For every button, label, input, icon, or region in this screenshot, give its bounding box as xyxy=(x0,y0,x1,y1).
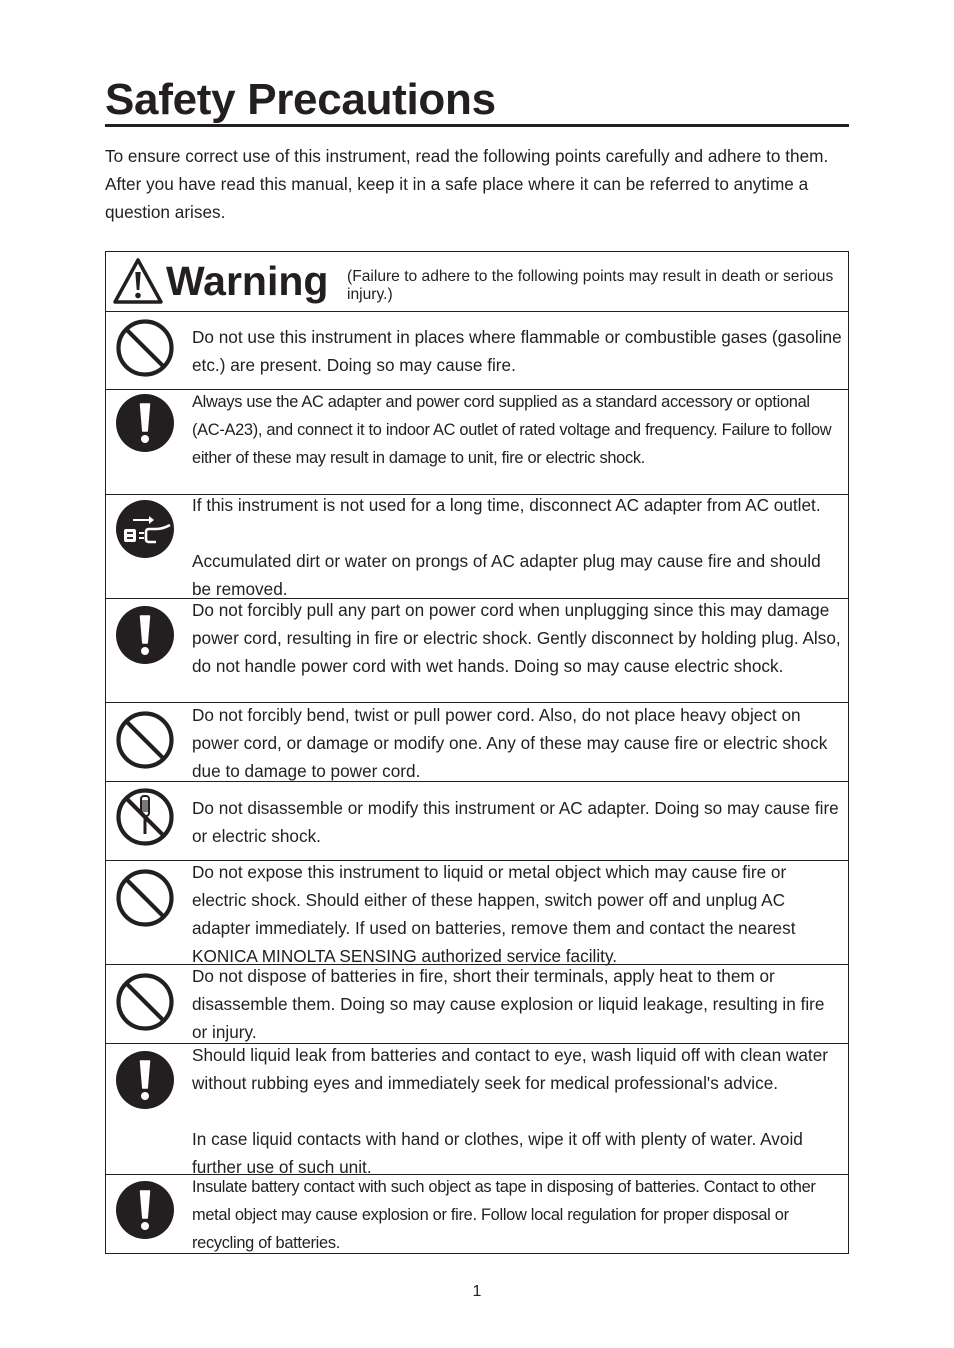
mandatory-exclamation-icon xyxy=(115,605,175,665)
no-disassembly-icon xyxy=(115,787,175,847)
warning-item xyxy=(106,782,848,861)
warning-item xyxy=(106,861,848,965)
warning-item-text-2: In case liquid contacts with hand or clothes, wipe it off with plenty of water. Avoid further use of such unit. xyxy=(192,1129,803,1177)
warning-note: (Failure to adhere to the following points may result in death or serious injury.) xyxy=(347,268,834,303)
warning-heading: Warning xyxy=(166,258,329,304)
warning-item xyxy=(106,390,848,495)
unplug-icon xyxy=(115,499,175,559)
warning-item xyxy=(106,312,848,390)
warning-item xyxy=(106,965,848,1044)
prohibition-icon xyxy=(115,868,175,928)
warning-item-text: Do not forcibly pull any part on power cord when unplugging since this may damage power cord, resulting in fire or electric shock. Gently disconnect by holding plug. Also, do not handle power cord with wet hands. Doing so may cause electric shock. xyxy=(192,600,841,676)
mandatory-exclamation-icon xyxy=(115,1050,175,1110)
warning-item-text: If this instrument is not used for a long time, disconnect AC adapter from AC outlet. xyxy=(192,495,821,515)
warning-triangle-icon xyxy=(112,257,164,305)
warning-item xyxy=(106,599,848,703)
warning-item-text: Do not disassemble or modify this instrument or AC adapter. Doing so may cause fire or electric shock. xyxy=(192,798,839,846)
warning-item xyxy=(106,495,848,599)
warning-item xyxy=(106,703,848,782)
warning-header xyxy=(106,252,848,312)
warning-item xyxy=(106,1044,848,1175)
prohibition-icon xyxy=(115,710,175,770)
warning-item-text: Insulate battery contact with such object as tape in disposing of batteries. Contact to other metal object may cause explosion or fire. Follow local regulation for proper disposal or recycling of batteries. xyxy=(192,1178,816,1252)
warning-item xyxy=(106,1175,848,1253)
mandatory-exclamation-icon xyxy=(115,393,175,453)
prohibition-icon xyxy=(115,972,175,1032)
warning-item-text-2: Accumulated dirt or water on prongs of AC adapter plug may cause fire and should be removed. xyxy=(192,551,821,599)
title-underline xyxy=(105,124,849,127)
warning-box xyxy=(105,251,849,1254)
warning-item-text: Do not dispose of batteries in fire, short their terminals, apply heat to them or disassemble them. Doing so may cause explosion or liquid leakage, resulting in fire or injury. xyxy=(192,966,825,1042)
intro-paragraph: To ensure correct use of this instrument, read the following points carefully and adhere to them. After you have read this manual, keep it in a safe place where it can be referred to anytime a question arises. xyxy=(105,146,829,222)
prohibition-icon xyxy=(115,318,175,378)
page-title: Safety Precautions xyxy=(105,75,496,124)
page-number: 1 xyxy=(472,1283,482,1300)
warning-item-text: Do not forcibly bend, twist or pull power cord. Also, do not place heavy object on power cord, or damage or modify one. Any of these may cause fire or electric shock due to damage to power cord. xyxy=(192,705,828,781)
warning-item-text: Always use the AC adapter and power cord supplied as a standard accessory or optional (AC-A23), and connect it to indoor AC outlet of rated voltage and frequency. Failure to follow either of these may result in damage to unit, fire or electric shock. xyxy=(192,393,832,467)
warning-item-text: Do not use this instrument in places where flammable or combustible gases (gasoline etc.) are present. Doing so may cause fire. xyxy=(192,327,842,375)
warning-item-text: Do not expose this instrument to liquid or metal object which may cause fire or electric shock. Should either of these happen, switch power off and unplug AC adapter immediately. If used on batteries, remove them and contact the nearest KONICA MINOLTA SENSING authorized service facility. xyxy=(192,862,796,966)
warning-item-text: Should liquid leak from batteries and contact to eye, wash liquid off with clean water without rubbing eyes and immediately seek for medical professional's advice. xyxy=(192,1045,828,1093)
mandatory-exclamation-icon xyxy=(115,1180,175,1240)
